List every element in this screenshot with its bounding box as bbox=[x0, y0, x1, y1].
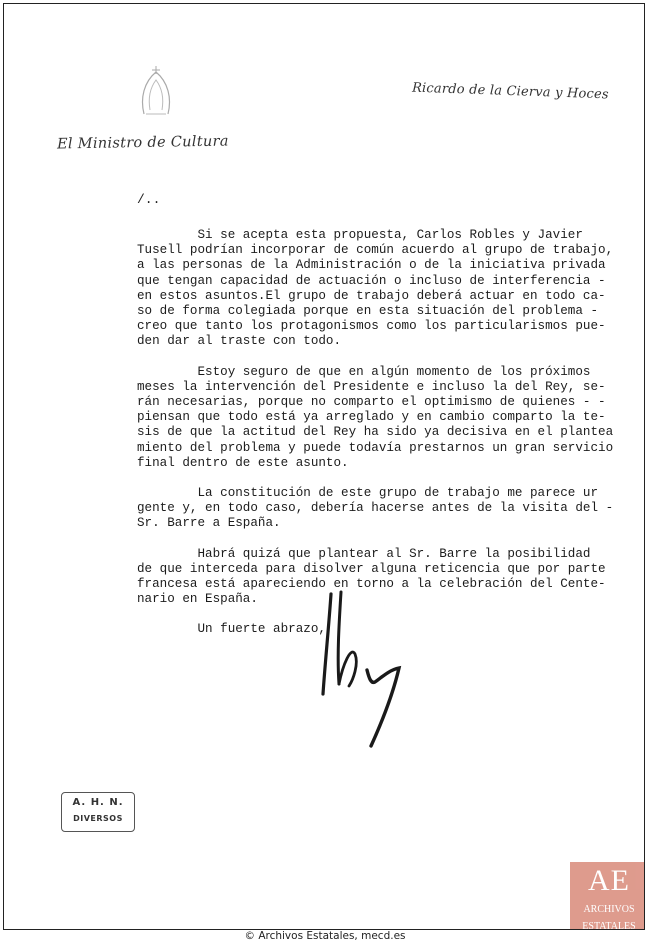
paragraph-1: Si se acepta esta propuesta, Carlos Robles y Javier Tusell podrían incorporar de común acuerdo al grupo de trabajo, a las personas de la Administración o de la iniciativa privada que tengan capacidad de actuación o incluso de interferencia - en estos asuntos.El grupo de trabajo deberá actuar en todo ca- so de forma colegiada porque en esta situación del problema - creo que tanto los protagonismos como los particularismos pue- den dar al traste con todo. bbox=[137, 228, 614, 349]
paragraph-4: Habrá quizá que plantear al Sr. Barre la posibilidad de que interceda para disolver alguna reticencia que por parte francesa está apareciendo en torno a la celebración del Cente- nario en España. bbox=[137, 546, 606, 607]
copyright-credit: © Archivos Estatales, mecd.es bbox=[244, 930, 406, 942]
archivos-estatales-logo bbox=[570, 862, 645, 930]
continuation-mark: /.. bbox=[137, 192, 161, 207]
document-frame bbox=[3, 3, 645, 930]
paragraph-3: La constitución de este grupo de trabajo me parece ur gente y, en todo caso, debería hacerse antes de la visita del - Sr. Barre a España. bbox=[137, 486, 614, 531]
author-letterhead: Ricardo de la Cierva y Hoces bbox=[411, 80, 609, 103]
logo-initials: AE bbox=[588, 864, 630, 897]
archive-stamp bbox=[61, 792, 135, 832]
closing-line: Un fuerte abrazo, bbox=[137, 622, 326, 637]
logo-name-line2: ESTATALES bbox=[582, 921, 636, 930]
paragraph-2: Estoy seguro de que en algún momento de los próximos meses la intervención del Presidente e incluso la del Rey, se- rán necesarias, porque no comparto el optimismo de quienes - - piensan que todo está ya arreglado y en cambio comparto la te- sis de que la actitud del Rey ha sido ya decisiva en el plantea miento del problema y puede todavía prestarnos un gran servicio final dentro de este asunto. bbox=[137, 364, 614, 470]
ministry-letterhead: El Ministro de Cultura bbox=[56, 133, 229, 153]
letter-page bbox=[4, 4, 644, 929]
coat-of-arms-emblem bbox=[126, 62, 186, 120]
stamp-collection: DIVERSOS bbox=[73, 814, 123, 823]
logo-name-line1: ARCHIVOS bbox=[583, 904, 635, 915]
stamp-archive-code: A. H. N. bbox=[72, 797, 124, 808]
handwritten-signature bbox=[309, 584, 429, 754]
